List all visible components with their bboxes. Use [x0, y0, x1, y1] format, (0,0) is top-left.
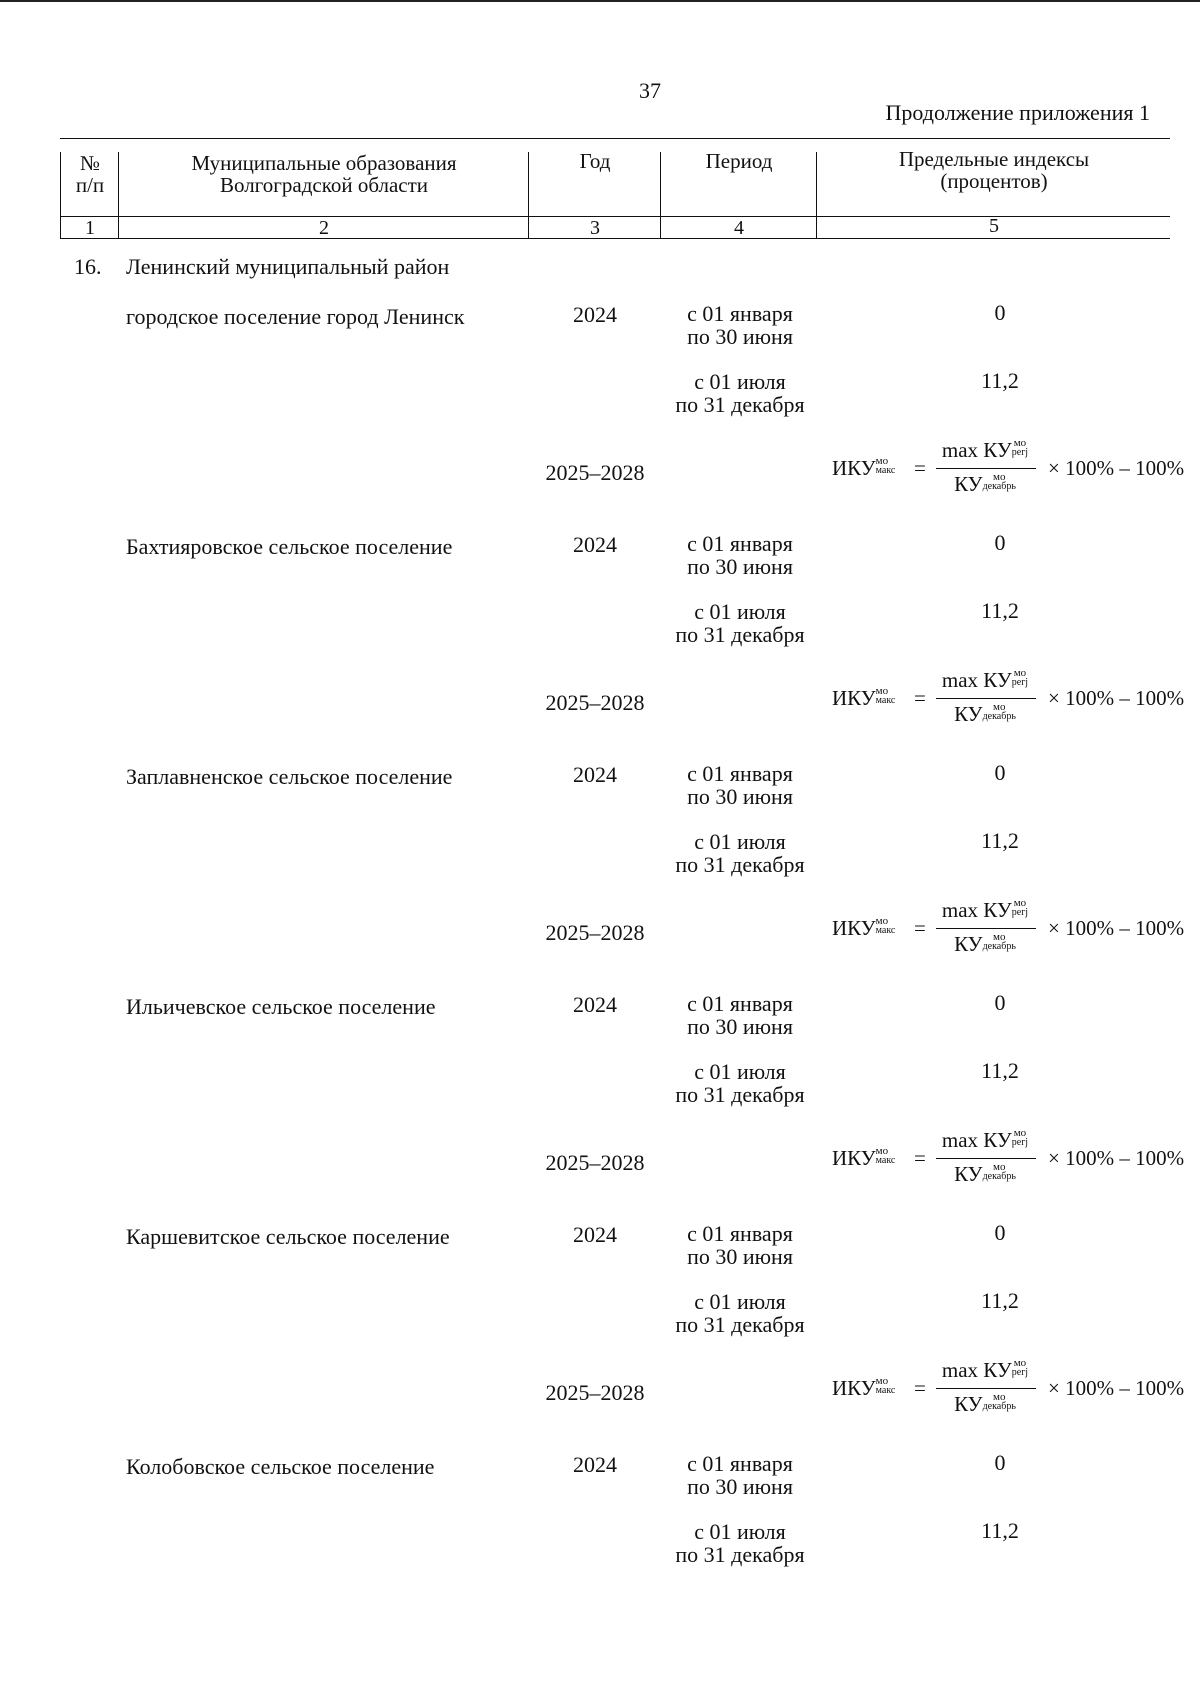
index-formula: ИКУ мо макс = max КУ мо регj КУ мо декабрь × 100% – 100%	[832, 437, 1185, 496]
period-cell: с 01 июля по 31 декабря	[675, 1519, 805, 1567]
period-cell: с 01 июля по 31 декабря	[675, 599, 805, 647]
index-cell: 11,2	[981, 828, 1019, 853]
index-cell: 0	[994, 760, 1006, 785]
settlement-name: городское поселение город Ленинск	[126, 304, 465, 329]
settlement-name: Колобовское сельское поселение	[126, 1454, 435, 1479]
header-number: № п/п	[75, 151, 105, 197]
period-cell: с 01 июля по 31 декабря	[675, 829, 805, 877]
index-cell: 11,2	[981, 1058, 1019, 1083]
index-cell: 0	[994, 530, 1006, 555]
col-divider	[60, 152, 61, 238]
period-cell: с 01 января по 30 июня	[687, 1221, 793, 1269]
table-top-rule	[60, 138, 1170, 139]
index-formula: ИКУ мо макс = max КУ мо регj КУ мо декабрь × 100% – 100%	[832, 667, 1185, 726]
index-formula: ИКУ мо макс = max КУ мо регj КУ мо декабрь × 100% – 100%	[832, 1127, 1185, 1186]
index-cell: 11,2	[981, 1288, 1019, 1313]
index-cell: 11,2	[981, 368, 1019, 393]
settlement-name: Ильичевское сельское поселение	[126, 994, 436, 1019]
index-cell: 0	[994, 300, 1006, 325]
year-range-cell: 2025–2028	[545, 920, 645, 945]
period-cell: с 01 января по 30 июня	[687, 991, 793, 1039]
scan-edge	[0, 0, 1200, 2]
index-cell: 0	[994, 990, 1006, 1015]
col-divider	[118, 152, 119, 238]
page-number: 37	[639, 78, 661, 103]
index-cell: 0	[994, 1450, 1006, 1475]
year-cell: 2024	[573, 1452, 617, 1477]
period-cell: с 01 января по 30 июня	[687, 301, 793, 349]
col-divider	[660, 152, 661, 238]
index-formula: ИКУ мо макс = max КУ мо регj КУ мо декабрь × 100% – 100%	[832, 897, 1185, 956]
header-municipality: Муниципальные образования Волгоградской области	[191, 151, 457, 197]
period-cell: с 01 января по 30 июня	[687, 1451, 793, 1499]
year-range-cell: 2025–2028	[545, 460, 645, 485]
header-indices: Предельные индексы (процентов)	[898, 147, 1090, 193]
year-range-cell: 2025–2028	[545, 1380, 645, 1405]
settlement-name: Заплавненское сельское поселение	[126, 764, 453, 789]
numbering-rule	[60, 238, 1170, 239]
column-number-2: 2	[319, 217, 329, 239]
col-divider	[816, 152, 817, 238]
column-number-5: 5	[989, 215, 999, 237]
column-number-3: 3	[590, 217, 600, 239]
settlement-name: Каршевитское сельское поселение	[126, 1224, 450, 1249]
column-number-4: 4	[734, 217, 744, 239]
index-cell: 0	[994, 1220, 1006, 1245]
header-year: Год	[579, 149, 611, 173]
period-cell: с 01 июля по 31 декабря	[675, 369, 805, 417]
period-cell: с 01 июля по 31 декабря	[675, 1289, 805, 1337]
year-cell: 2024	[573, 532, 617, 557]
section-number: 16.	[74, 254, 102, 279]
period-cell: с 01 января по 30 июня	[687, 761, 793, 809]
column-number-1: 1	[85, 217, 95, 239]
period-cell: с 01 июля по 31 декабря	[675, 1059, 805, 1107]
year-cell: 2024	[573, 992, 617, 1017]
index-cell: 11,2	[981, 1518, 1019, 1543]
year-cell: 2024	[573, 1222, 617, 1247]
index-cell: 11,2	[981, 598, 1019, 623]
year-range-cell: 2025–2028	[545, 1150, 645, 1175]
appendix-note: Продолжение приложения 1	[885, 100, 1150, 125]
settlement-name: Бахтияровское сельское поселение	[126, 534, 453, 559]
section-title: Ленинский муниципальный район	[126, 254, 450, 279]
year-cell: 2024	[573, 302, 617, 327]
header-period: Период	[705, 149, 773, 173]
period-cell: с 01 января по 30 июня	[687, 531, 793, 579]
year-cell: 2024	[573, 762, 617, 787]
col-divider	[528, 152, 529, 238]
index-formula: ИКУ мо макс = max КУ мо регj КУ мо декабрь × 100% – 100%	[832, 1357, 1185, 1416]
year-range-cell: 2025–2028	[545, 690, 645, 715]
